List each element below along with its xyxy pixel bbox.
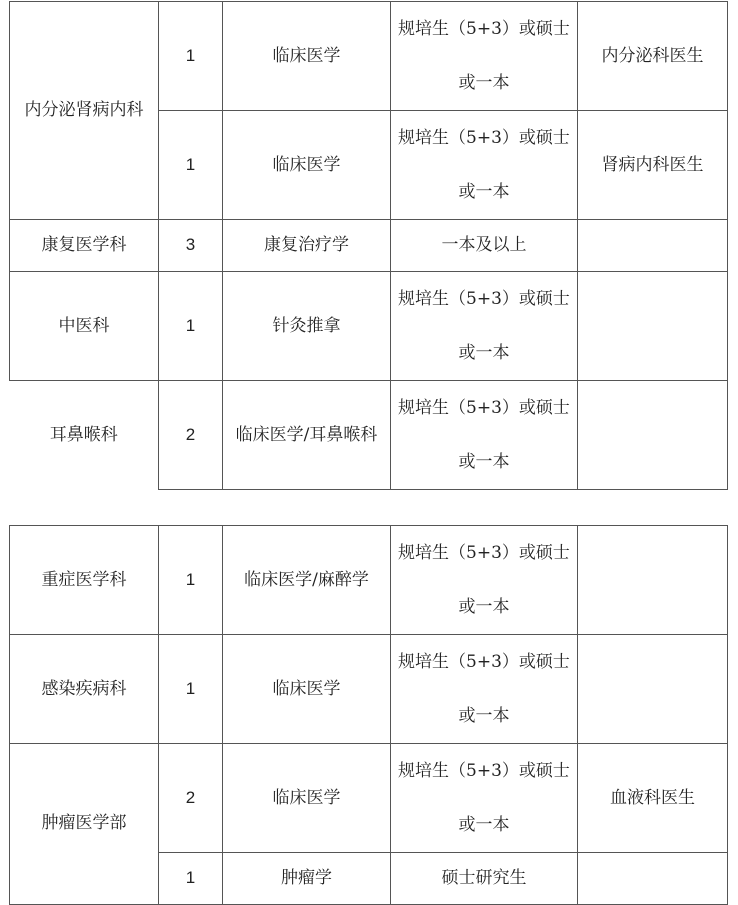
major-cell: 肿瘤学 bbox=[223, 853, 391, 905]
major-cell: 临床医学 bbox=[223, 111, 391, 220]
education-cell: 规培生（5+3）或硕士或一本 bbox=[391, 2, 578, 111]
dept-cell: 肿瘤医学部 bbox=[10, 744, 159, 905]
count-cell: 1 bbox=[159, 272, 223, 381]
post-cell: 肾病内科医生 bbox=[578, 111, 728, 220]
post-cell bbox=[578, 635, 728, 744]
major-cell: 临床医学/耳鼻喉科 bbox=[223, 381, 391, 490]
post-cell bbox=[578, 272, 728, 381]
education-cell: 一本及以上 bbox=[391, 220, 578, 272]
education-cell: 规培生（5+3）或硕士或一本 bbox=[391, 635, 578, 744]
table-row bbox=[10, 220, 728, 272]
post-cell: 血液科医生 bbox=[578, 744, 728, 853]
education-cell: 硕士研究生 bbox=[391, 853, 578, 905]
count-cell: 1 bbox=[159, 2, 223, 111]
education-cell: 规培生（5+3）或硕士或一本 bbox=[391, 272, 578, 381]
count-cell: 1 bbox=[159, 526, 223, 635]
major-cell: 康复治疗学 bbox=[223, 220, 391, 272]
post-cell bbox=[578, 853, 728, 905]
table-row bbox=[10, 2, 728, 111]
education-cell: 规培生（5+3）或硕士或一本 bbox=[391, 381, 578, 490]
count-cell: 1 bbox=[159, 635, 223, 744]
count-cell: 1 bbox=[159, 853, 223, 905]
education-cell: 规培生（5+3）或硕士或一本 bbox=[391, 744, 578, 853]
table-row bbox=[10, 744, 728, 853]
dept-cell: 中医科 bbox=[10, 272, 159, 381]
table-row bbox=[10, 635, 728, 744]
major-cell: 临床医学/麻醉学 bbox=[223, 526, 391, 635]
dept-cell: 重症医学科 bbox=[10, 526, 159, 635]
count-cell: 2 bbox=[159, 381, 223, 490]
dept-cell: 内分泌肾病内科 bbox=[10, 2, 159, 220]
education-cell: 规培生（5+3）或硕士或一本 bbox=[391, 526, 578, 635]
post-cell bbox=[578, 526, 728, 635]
count-cell: 3 bbox=[159, 220, 223, 272]
education-cell: 规培生（5+3）或硕士或一本 bbox=[391, 111, 578, 220]
dept-cell: 耳鼻喉科 bbox=[10, 381, 159, 490]
major-cell: 临床医学 bbox=[223, 635, 391, 744]
table-row bbox=[10, 526, 728, 635]
dept-cell: 康复医学科 bbox=[10, 220, 159, 272]
post-cell: 内分泌科医生 bbox=[578, 2, 728, 111]
post-cell bbox=[578, 220, 728, 272]
dept-cell: 感染疾病科 bbox=[10, 635, 159, 744]
recruitment-table-2 bbox=[9, 525, 728, 905]
count-cell: 2 bbox=[159, 744, 223, 853]
post-cell bbox=[578, 381, 728, 490]
recruitment-table-1 bbox=[9, 1, 728, 490]
table-row bbox=[10, 272, 728, 381]
major-cell: 针灸推拿 bbox=[223, 272, 391, 381]
count-cell: 1 bbox=[159, 111, 223, 220]
table-row bbox=[10, 381, 728, 490]
major-cell: 临床医学 bbox=[223, 744, 391, 853]
major-cell: 临床医学 bbox=[223, 2, 391, 111]
